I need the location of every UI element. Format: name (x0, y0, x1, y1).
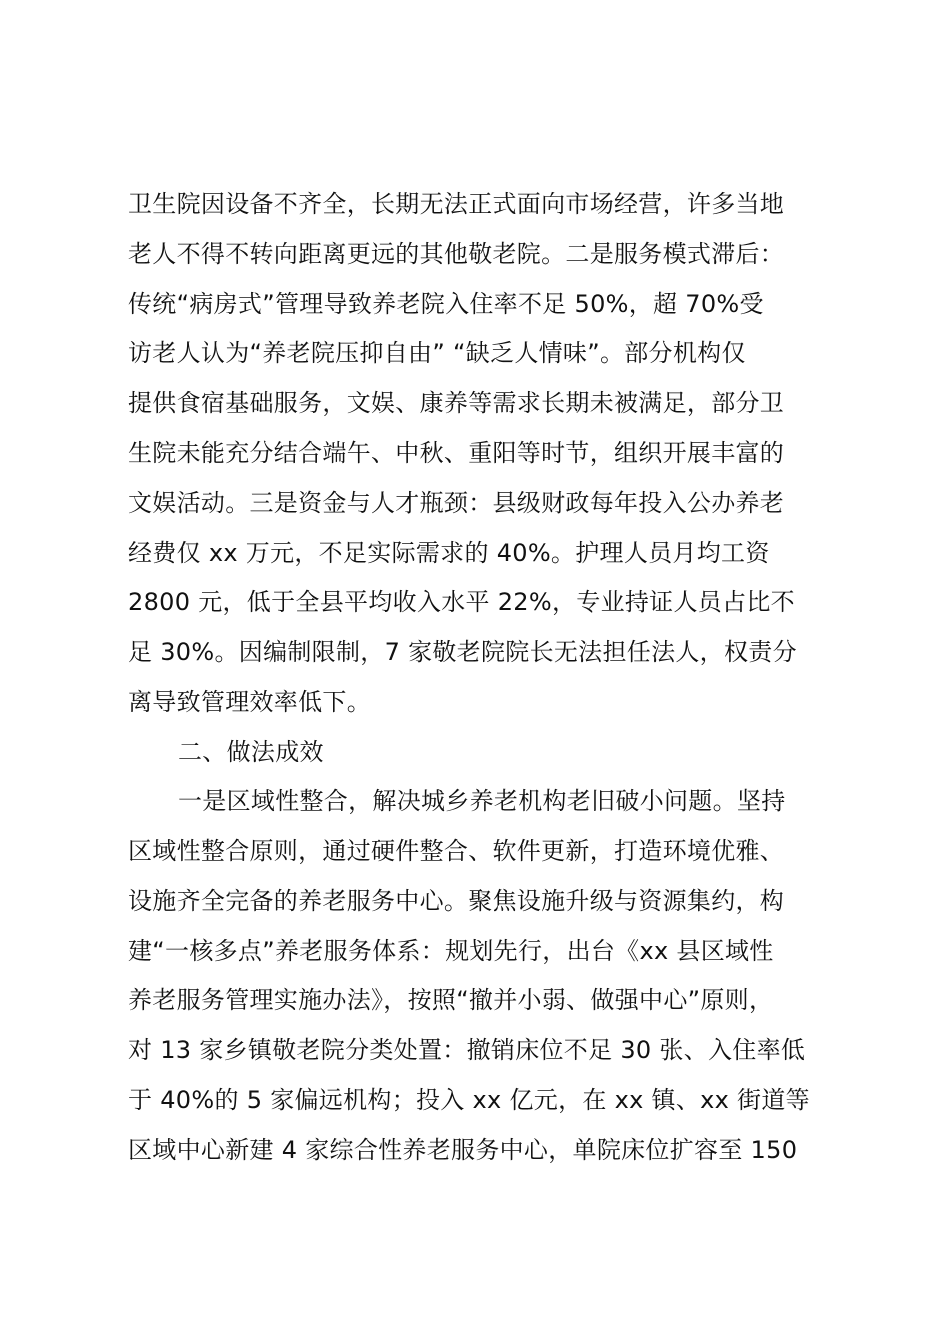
paragraph-line: 于 40%的 5 家偏远机构；投入 xx 亿元，在 xx 镇、xx 街道等 (128, 1086, 810, 1114)
paragraph-line: 老人不得不转向距离更远的其他敬老院。二是服务模式滞后： (128, 240, 785, 268)
paragraph-line: 一是区域性整合，解决城乡养老机构老旧破小问题。坚持 (178, 787, 786, 815)
paragraph-line: 建“一核多点”养老服务体系：规划先行，出台《xx 县区域性 (128, 937, 774, 965)
paragraph-line: 2800 元，低于全县平均收入水平 22%，专业持证人员占比不 (128, 588, 795, 616)
paragraph-line: 离导致管理效率低下。 (128, 688, 371, 716)
paragraph-line: 生院未能充分结合端午、中秋、重阳等时节，组织开展丰富的 (128, 439, 785, 467)
paragraph-line: 提供食宿基础服务，文娱、康养等需求长期未被满足，部分卫 (128, 389, 785, 417)
paragraph-line: 区域性整合原则，通过硬件整合、软件更新，打造环境优雅、 (128, 837, 785, 865)
paragraph-line: 文娱活动。三是资金与人才瓶颈：县级财政每年投入公办养老 (128, 489, 785, 517)
paragraph-line: 区域中心新建 4 家综合性养老服务中心，单院床位扩容至 150 (128, 1136, 798, 1164)
paragraph-line: 养老服务管理实施办法》，按照“撤并小弱、做强中心”原则， (128, 986, 774, 1014)
paragraph-line: 经费仅 xx 万元，不足实际需求的 40%。护理人员月均工资 (128, 539, 770, 567)
paragraph-line: 足 30%。因编制限制，7 家敬老院院长无法担任法人，权责分 (128, 638, 797, 666)
paragraph-line: 传统“病房式”管理导致养老院入住率不足 50%，超 70%受 (128, 290, 764, 318)
paragraph-line: 访老人认为“养老院压抑自由” “缺乏人情味”。部分机构仅 (128, 339, 746, 367)
paragraph-line: 设施齐全完备的养老服务中心。聚焦设施升级与资源集约，构 (128, 887, 785, 915)
paragraph-line: 对 13 家乡镇敬老院分类处置：撤销床位不足 30 张、入住率低 (128, 1036, 806, 1064)
section-heading: 二、做法成效 (178, 738, 324, 766)
paragraph-line: 卫生院因设备不齐全，长期无法正式面向市场经营，许多当地 (128, 190, 785, 218)
